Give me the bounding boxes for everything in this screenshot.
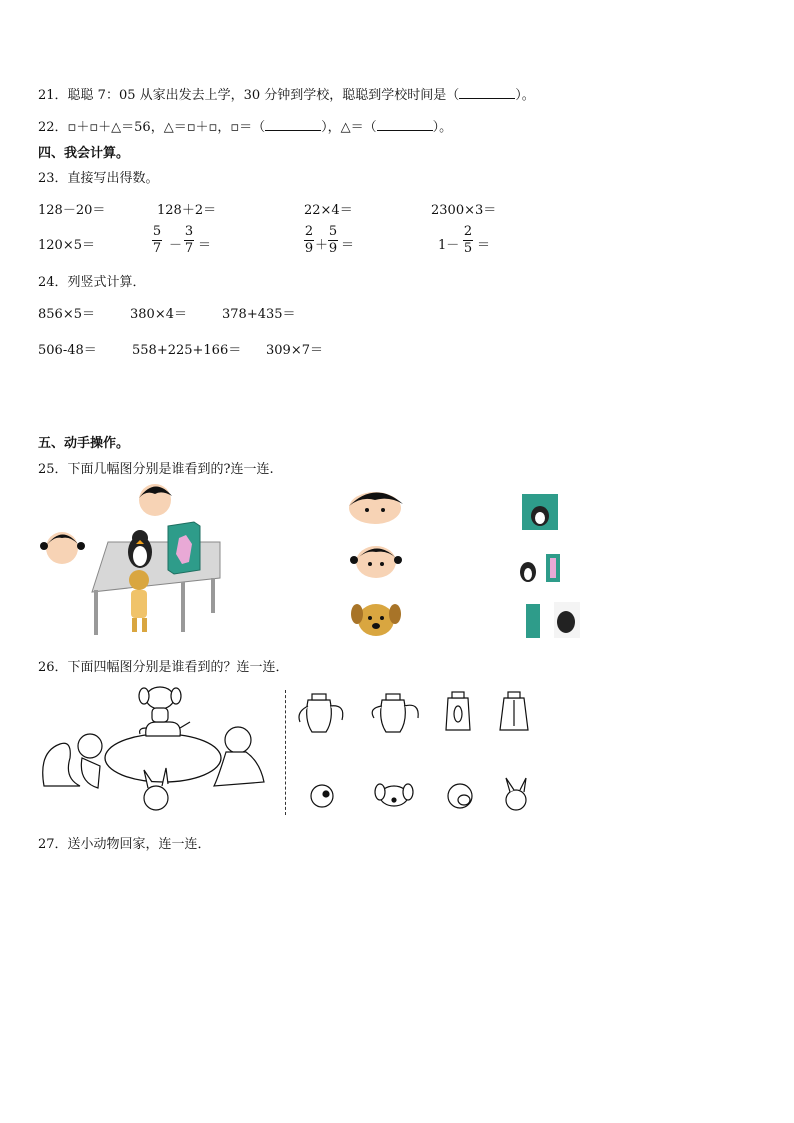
question-22 (38, 116, 452, 135)
question-24: 24．列竖式计算． (38, 275, 146, 290)
view-penguin-box-back (522, 494, 558, 530)
denominator: 7 (152, 241, 162, 256)
table-scene-illustration (36, 480, 236, 645)
calc-item: 2300×3＝ (431, 203, 497, 218)
table-leg (211, 578, 215, 613)
animal-heads-row (304, 776, 536, 816)
section-5-heading: 五、动手操作。 (38, 436, 130, 451)
fraction (304, 224, 314, 257)
question-25: 25．下面几幅图分别是谁看到的?连一连. (38, 462, 274, 477)
question-22-close: ）。 (432, 120, 453, 135)
round-table (105, 734, 221, 782)
question-21 (38, 84, 535, 103)
view-images-column (518, 492, 584, 642)
question-21-text: 21．聪聪 7：05 从家出发去上学，30 分钟到学校，聪聪到学校时间是（ (38, 88, 460, 103)
fraction (184, 224, 194, 257)
dog-figure (129, 570, 149, 590)
vertical-calc-item: 309×7＝ (266, 343, 323, 358)
numerator: 2 (463, 224, 473, 239)
view-penguin-left-box (520, 554, 560, 582)
answer-blank[interactable] (377, 118, 433, 131)
numerator: 2 (304, 224, 314, 239)
equals-sign: ＝ (198, 238, 212, 253)
operator: ＋ (315, 238, 329, 253)
table-leg (181, 582, 185, 632)
question-26: 26．下面四幅图分别是谁看到的？连一连． (38, 660, 289, 675)
denominator: 5 (463, 241, 473, 256)
calc-item: 128＋2＝ (157, 203, 217, 218)
denominator: 7 (184, 241, 194, 256)
teapot-view-2 (372, 694, 418, 732)
question-23: 23．直接写出得数。 (38, 171, 159, 186)
teapot-views-row (296, 688, 536, 740)
rabbit-figure (144, 768, 168, 810)
vertical-calc-item: 558+225+166＝ (132, 343, 242, 358)
dog-face-icon (351, 604, 401, 636)
dog-figure (139, 687, 181, 722)
teapot-view-1 (299, 694, 343, 732)
round-table-scene-illustration (38, 682, 288, 817)
denominator: 9 (328, 241, 338, 256)
calc-item: 22×4＝ (304, 203, 353, 218)
teapot-view-3 (446, 692, 470, 730)
viewer-heads-column (345, 486, 407, 642)
equals-sign: ＝ (477, 238, 491, 253)
answer-blank[interactable] (265, 118, 321, 131)
table-leg (94, 590, 98, 635)
dog-head-icon (375, 784, 413, 806)
rabbit-head-icon (506, 778, 526, 810)
question-21-close: ）。 (515, 88, 535, 103)
divider (285, 690, 286, 815)
vertical-calc-item: 506-48＝ (38, 343, 97, 358)
fraction (328, 224, 338, 257)
numerator: 5 (152, 224, 162, 239)
squirrel-head-icon (311, 785, 333, 807)
question-22-text: 22．▫＋▫＋△＝56，△＝▫＋▫，▫＝（ (38, 120, 266, 135)
fraction (463, 224, 473, 257)
operator: 1－ (438, 238, 460, 253)
answer-blank[interactable] (459, 86, 515, 99)
denominator: 9 (304, 241, 314, 256)
vertical-calc-item: 380×4＝ (130, 307, 187, 322)
numerator: 3 (184, 224, 194, 239)
numerator: 5 (328, 224, 338, 239)
section-4-heading: 四、我会计算。 (38, 146, 130, 161)
squirrel-figure (43, 734, 102, 788)
vertical-calc-item: 856×5＝ (38, 307, 95, 322)
vertical-calc-item: 378+435＝ (222, 307, 296, 322)
girl-face-icon (350, 546, 402, 578)
calc-item: 120×5＝ (38, 238, 95, 253)
teapot (140, 722, 190, 736)
question-22-mid: ），△＝（ (321, 120, 377, 135)
operator: － (169, 238, 183, 253)
monkey-head-icon (448, 784, 472, 808)
teapot-view-4 (500, 692, 528, 730)
calc-item: 128－20＝ (38, 203, 106, 218)
boy-face-icon (349, 492, 403, 524)
question-27: 27．送小动物回家，连一连． (38, 837, 211, 852)
fraction (152, 224, 162, 257)
equals-sign: ＝ (341, 238, 355, 253)
table-top (92, 542, 220, 592)
view-box-left-penguin (526, 602, 580, 638)
